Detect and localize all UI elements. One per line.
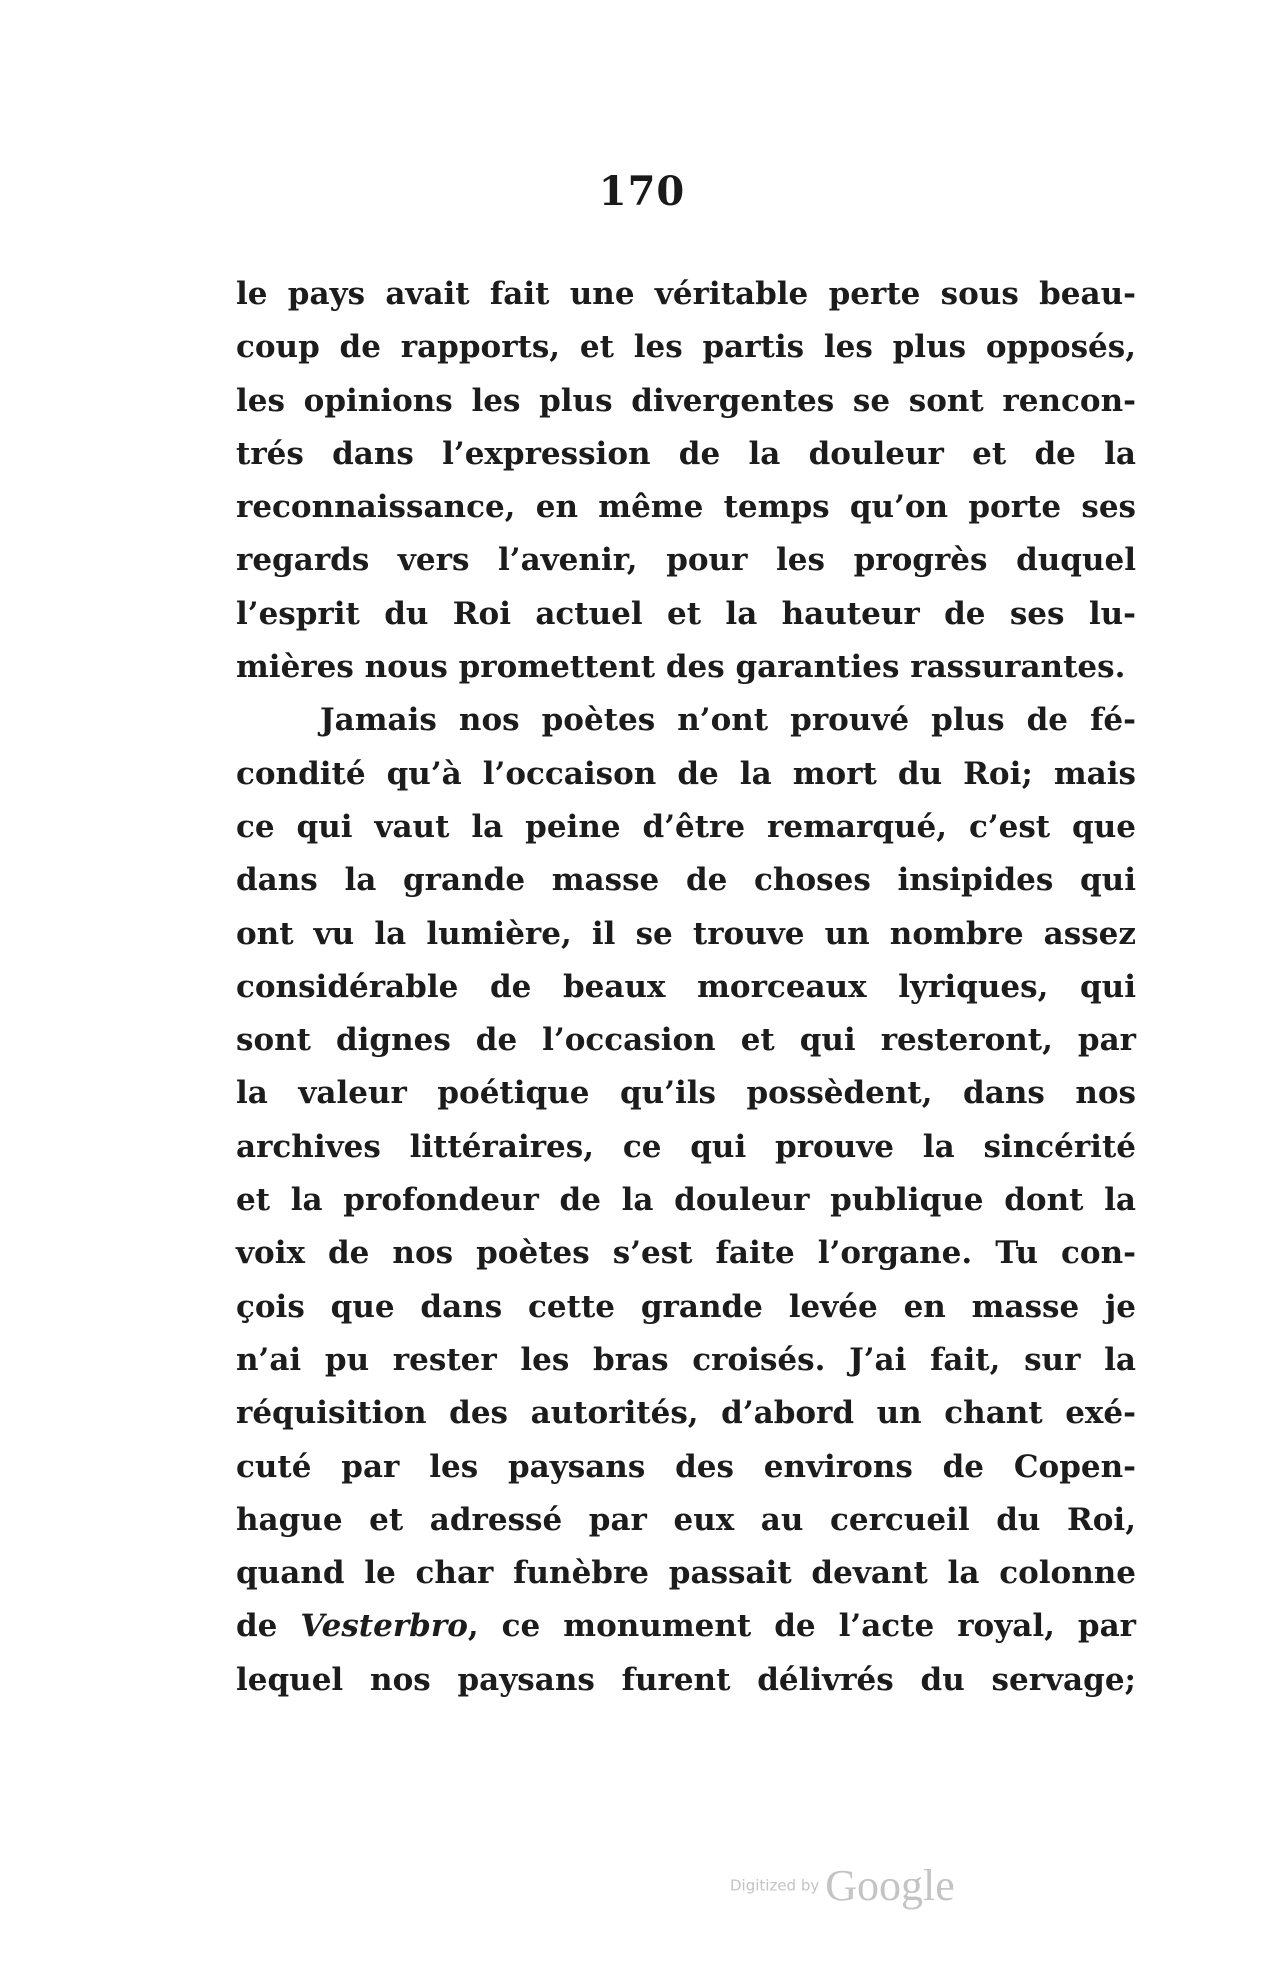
text-line: les opinions les plus divergentes se sont rencon- [236, 382, 1136, 419]
paragraph-end-line: mières nous promettent des garanties rassurantes. [236, 649, 1126, 686]
text-line: l’esprit du Roi actuel et la hauteur de ses lu- [236, 595, 1136, 632]
body-text [236, 268, 1136, 1707]
text-segment: de [236, 1608, 278, 1645]
text-line: ce qui vaut la peine d’être remarqué, c’est que [236, 808, 1136, 845]
digitized-watermark [730, 1860, 955, 1911]
text-line: et la profondeur de la douleur publique dont la [236, 1182, 1136, 1219]
text-line: lequel nos paysans furent délivrés du servage; [236, 1661, 1136, 1698]
google-logo: Google [825, 1861, 955, 1910]
text-line: archives littéraires, ce qui prouve la sincérité [236, 1128, 1136, 1165]
text-line: çois que dans cette grande levée en masse je [236, 1288, 1136, 1325]
text-line: reconnaissance, en même temps qu’on porte ses [236, 489, 1136, 526]
text-line: considérable de beaux morceaux lyriques, qui [236, 968, 1136, 1005]
text-line-with-italic [236, 1600, 1136, 1653]
text-line: réquisition des autorités, d’abord un chant exé- [236, 1395, 1136, 1432]
text-line: n’ai pu rester les bras croisés. J’ai fait, sur la [236, 1341, 1136, 1378]
text-line: la valeur poétique qu’ils possèdent, dans nos [236, 1075, 1136, 1112]
watermark-prefix: Digitized by [730, 1876, 820, 1895]
text-line: coup de rapports, et les partis les plus opposés, [236, 329, 1136, 366]
text-line: regards vers l’avenir, pour les progrès duquel [236, 542, 1136, 579]
text-line: dans la grande masse de choses insipides qui [236, 862, 1136, 899]
paragraph-start-line: Jamais nos poètes n’ont prouvé plus de fé- [320, 702, 1136, 739]
text-line: ont vu la lumière, il se trouve un nombre assez [236, 915, 1136, 952]
text-line: le pays avait fait une véritable perte sous beau- [236, 276, 1136, 312]
page-number: 170 [598, 168, 686, 215]
text-segment: , ce monument de l’acte royal, par [467, 1608, 1137, 1645]
text-line: cuté par les paysans des environs de Copen- [236, 1448, 1136, 1485]
italic-place-name: Vesterbro [300, 1608, 468, 1645]
text-line: hague et adressé par eux au cercueil du Roi, [236, 1501, 1136, 1538]
text-line: condité qu’à l’occaison de la mort du Roi; mais [236, 755, 1136, 792]
text-line: sont dignes de l’occasion et qui resteront, par [236, 1022, 1136, 1059]
text-line: trés dans l’expression de la douleur et de la [236, 435, 1136, 472]
text-line: quand le char funèbre passait devant la colonne [236, 1555, 1136, 1592]
text-line: voix de nos poètes s’est faite l’organe. Tu con- [236, 1235, 1136, 1272]
